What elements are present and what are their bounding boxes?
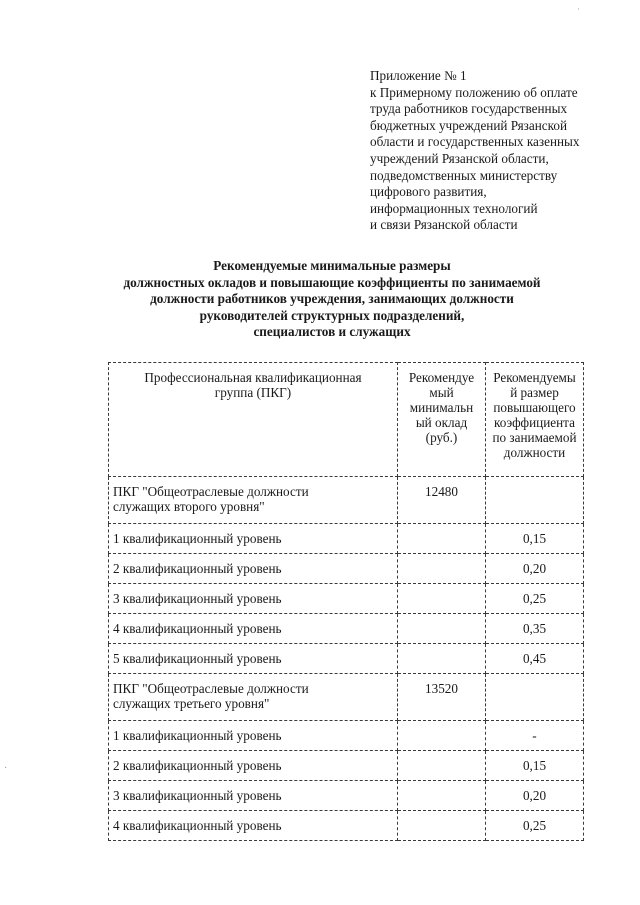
cell-level-name: 5 квалификационный уровень <box>109 644 398 674</box>
title-line: специалистов и служащих <box>253 324 411 340</box>
cell-coefficient: 0,20 <box>486 781 584 811</box>
table-row <box>109 811 584 841</box>
table-row <box>109 554 584 584</box>
table-row <box>109 644 584 674</box>
cell-salary <box>398 524 486 554</box>
cell-coefficient: 0,15 <box>486 751 584 781</box>
header-coef-line: по занимаемой <box>492 430 577 445</box>
header-coef-line: й размер <box>510 385 559 400</box>
cell-salary <box>398 811 486 841</box>
cell-coefficient: - <box>486 721 584 751</box>
document-title <box>95 258 569 341</box>
table-header-row <box>109 363 584 477</box>
header-salary-line: мый <box>429 385 454 400</box>
title-line: должностных окладов и повышающие коэффициенты по занимаемой <box>123 274 541 290</box>
appendix-line: труда работников государственных <box>370 101 568 117</box>
header-salary-line: (руб.) <box>425 430 458 445</box>
cell-salary: 12480 <box>398 477 486 524</box>
appendix-line: подведомственных министерству <box>370 167 558 183</box>
header-salary-line: ый оклад <box>415 415 468 430</box>
cell-coefficient: 0,20 <box>486 554 584 584</box>
cell-level-name: 2 квалификационный уровень <box>109 554 398 584</box>
header-salary-line: Рекомендуе <box>408 370 475 385</box>
table-row <box>109 614 584 644</box>
pkg-name-line: служащих второго уровня" <box>113 499 265 514</box>
pkg-name-line: ПКГ "Общеотраслевые должности <box>113 484 309 499</box>
table-row-pkg-group <box>109 674 584 721</box>
appendix-line: к Примерному положению об оплате <box>370 84 578 100</box>
appendix-line: информационных технологий <box>370 200 538 216</box>
header-salary <box>398 363 486 477</box>
title-line: Рекомендуемые минимальные размеры <box>213 258 451 273</box>
cell-salary <box>398 781 486 811</box>
table-row <box>109 751 584 781</box>
cell-coefficient: 0,25 <box>486 811 584 841</box>
cell-coefficient: 0,35 <box>486 614 584 644</box>
header-coef-line: коэффициента <box>494 415 575 430</box>
cell-level-name: 4 квалификационный уровень <box>109 614 398 644</box>
cell-coefficient <box>486 674 584 721</box>
header-coefficient <box>486 363 584 477</box>
appendix-line: области и государственных казенных <box>370 134 580 150</box>
cell-level-name: 3 квалификационный уровень <box>109 781 398 811</box>
cell-coefficient <box>486 477 584 524</box>
table-row-pkg-group <box>109 477 584 524</box>
cell-coefficient: 0,25 <box>486 584 584 614</box>
header-coef-line: Рекомендуемы <box>493 370 576 385</box>
cell-salary <box>398 644 486 674</box>
cell-coefficient: 0,15 <box>486 524 584 554</box>
table-row <box>109 781 584 811</box>
cell-level-name: 2 квалификационный уровень <box>109 751 398 781</box>
appendix-line: бюджетных учреждений Рязанской <box>370 117 568 133</box>
header-pkg-line: Профессиональная квалификационная <box>144 370 362 385</box>
appendix-heading: Приложение № 1 <box>370 68 467 83</box>
cell-level-name: 1 квалификационный уровень <box>109 721 398 751</box>
appendix-line: и связи Рязанской области <box>370 217 518 233</box>
scan-mark-left: · <box>4 763 8 774</box>
table-row <box>109 584 584 614</box>
cell-salary <box>398 751 486 781</box>
title-line: должности работников учреждения, занимающих должности <box>150 291 514 307</box>
cell-coefficient: 0,45 <box>486 644 584 674</box>
cell-pkg-name <box>109 674 398 721</box>
appendix-block <box>370 68 632 234</box>
salary-table <box>108 362 584 841</box>
cell-level-name: 4 квалификационный уровень <box>109 811 398 841</box>
table-row <box>109 721 584 751</box>
cell-salary <box>398 721 486 751</box>
cell-salary <box>398 584 486 614</box>
cell-salary: 13520 <box>398 674 486 721</box>
appendix-line: учреждений Рязанской области, <box>370 150 549 166</box>
title-line: руководителей структурных подразделений, <box>199 307 465 323</box>
cell-salary <box>398 554 486 584</box>
header-salary-line: минимальн <box>409 400 474 415</box>
cell-level-name: 3 квалификационный уровень <box>109 584 398 614</box>
cell-salary <box>398 614 486 644</box>
table-row <box>109 524 584 554</box>
header-pkg <box>109 363 398 477</box>
cell-level-name: 1 квалификационный уровень <box>109 524 398 554</box>
pkg-name-line: служащих третьего уровня" <box>113 696 270 711</box>
appendix-line: цифрового развития, <box>370 184 487 200</box>
header-coef-line: повышающего <box>493 400 576 415</box>
header-pkg-line: группа (ПКГ) <box>214 385 292 400</box>
header-coef-line: должности <box>503 445 566 460</box>
scan-mark-top-right: · <box>577 4 580 14</box>
cell-pkg-name <box>109 477 398 524</box>
pkg-name-line: ПКГ "Общеотраслевые должности <box>113 681 309 696</box>
